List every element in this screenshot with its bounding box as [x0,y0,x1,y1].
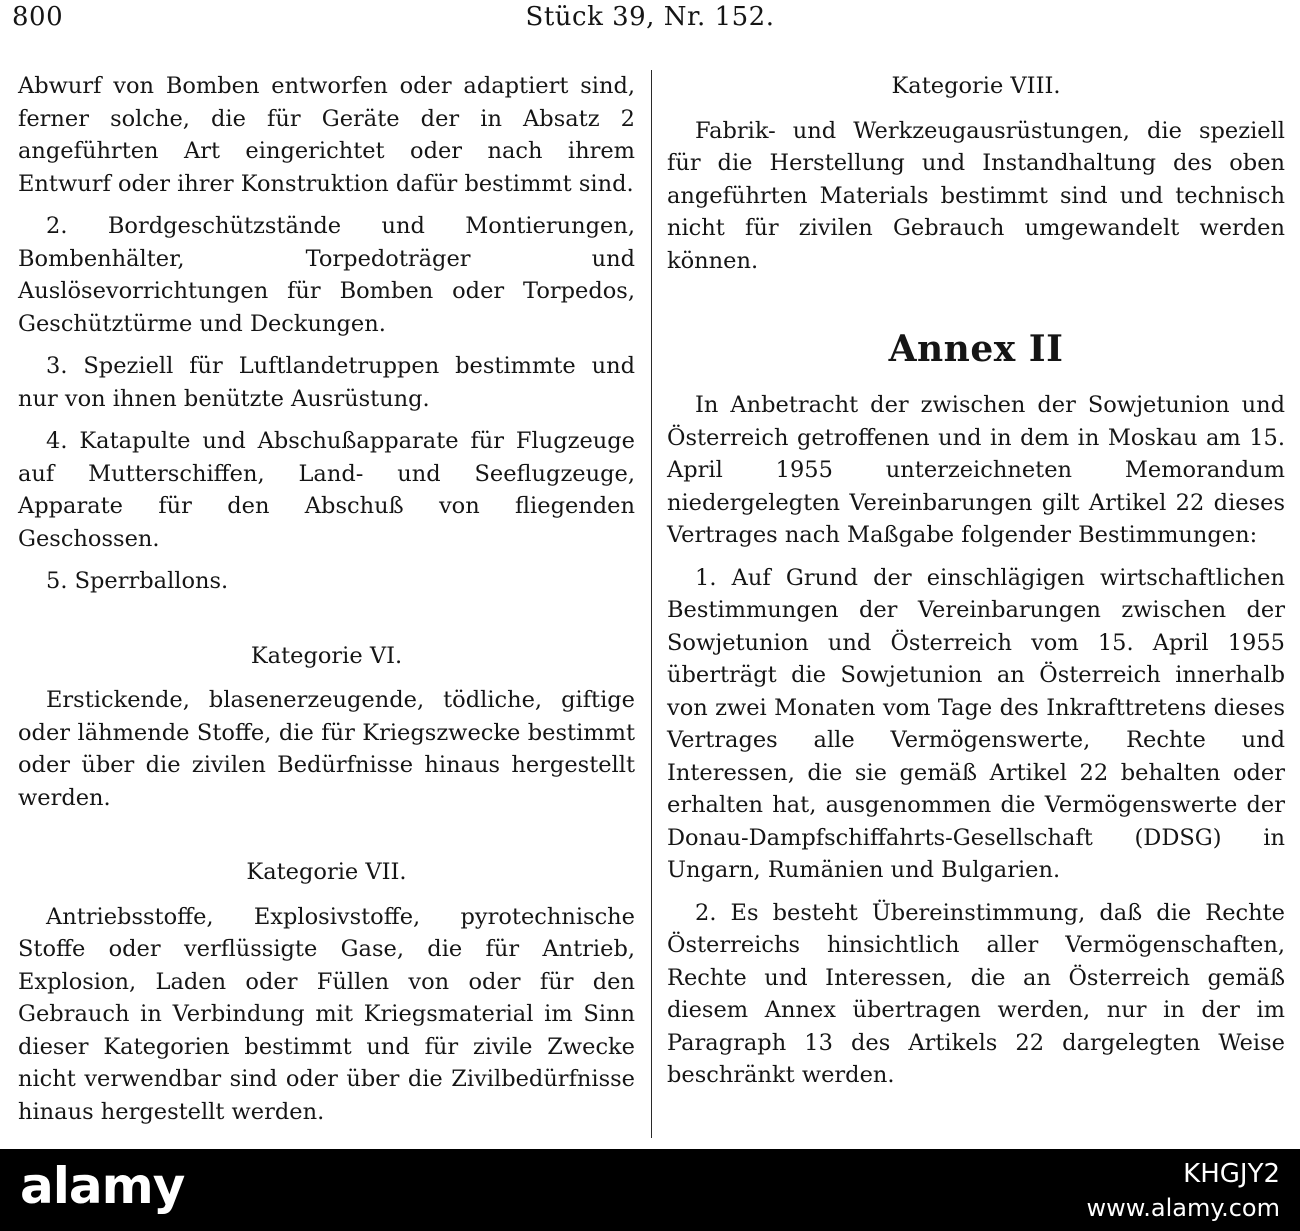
item-5: 5. Sperrballons. [46,568,229,594]
column-divider [651,70,652,1138]
image-id-block [1087,1157,1280,1225]
left-column [18,70,635,1138]
category-8-text: Fabrik- und Werkzeugausrüstungen, die speziell für die Herstellung und Instandhaltung des oben angeführten Materials bestimmt sind und technisch nicht für zivilen Gebrauch umgewandelt werden können. [667,117,1285,274]
annex-intro: In Anbetracht der zwischen der Sowjetunion und Österreich getroffenen und in dem in Moskau am 15. April 1955 unterzeichneten Memorandum niedergelegten Vereinbarungen gilt Artikel 22 dieses Vertrages nach Maßgabe folgender Bestimmungen: [667,392,1285,548]
annex-title: Annex II [888,328,1064,370]
category-6-text: Erstickende, blasenerzeugende, tödliche, giftige oder lähmende Stoffe, die für Kriegszwecke bestimmt oder über die zivilen Bedürfnisse hinaus hergestellt werden. [18,687,635,811]
right-column [667,70,1285,1102]
annex-item-2: 2. Es besteht Übereinstimmung, daß die Rechte Österreichs hinsichtlich aller Vermögenschaften, Rechte und Interessen, die an Österreich gemäß diesem Annex übertragen werden, nur in der im Paragraph 13 des Artikels 22 dargelegten Weise beschränkt werden. [667,899,1285,1088]
category-7-heading: Kategorie VII. [246,859,407,885]
category-8-heading: Kategorie VIII. [891,73,1061,99]
site-url: www.alamy.com [1086,1194,1280,1222]
page-header: Stück 39, Nr. 152. [525,2,775,32]
category-6-heading: Kategorie VI. [250,642,403,669]
alamy-logo: alamy [20,1157,185,1215]
page-number: 800 [12,2,64,32]
annex-item-1: 1. Auf Grund der einschlägigen wirtschaftlichen Bestimmungen der Vereinbarungen zwischen der Sowjetunion und Österreich vom 15. April 1955 überträgt die Sowjetunion an Österreich innerhalb von zwei Monaten vom Tage des Inkrafttretens dieses Vertrages alle Vermögenswerte, Rechte und Interessen, die sie gemäß Artikel 22 behalten oder erhalten hat, ausgenommen die Vermögenswerte der Donau-Dampfschiffahrts-Gesellschaft (DDSG) in Ungarn, Rumänien und Bulgarien. [667,564,1285,883]
image-id: KHGJY2 [1183,1159,1280,1189]
item-2: 2. Bordgeschützstände und Montierungen, Bombenhälter, Torpedoträger und Auslösevorrichtungen für Bomben oder Torpedos, Geschütztürme und Deckungen. [18,213,635,337]
item-4: 4. Katapulte und Abschußapparate für Flugzeuge auf Mutterschiffen, Land- und Seeflugzeuge, Apparate für den Abschuß von fliegenden Geschossen. [18,428,635,552]
watermark-footer [0,1149,1300,1231]
category-7-text: Antriebsstoffe, Explosivstoffe, pyrotechnische Stoffe oder verflüssigte Gase, die für Antrieb, Explosion, Laden oder Füllen von oder für den Gebrauch in Verbindung mit Kriegsmaterial im Sinn dieser Kategorien bestimmt und für zivile Zwecke nicht verwendbar sind oder über die Zivilbedürfnisse hinaus hergestellt werden. [18,903,635,1125]
continuation-paragraph: Abwurf von Bomben entworfen oder adaptiert sind, ferner solche, die für Geräte der in Absatz 2 angeführten Art eingerichtet oder nach ihrem Entwurf oder ihrer Konstruktion dafür bestimmt sind. [18,73,635,197]
item-3: 3. Speziell für Luftlandetruppen bestimmte und nur von ihnen benützte Ausrüstung. [18,353,635,412]
